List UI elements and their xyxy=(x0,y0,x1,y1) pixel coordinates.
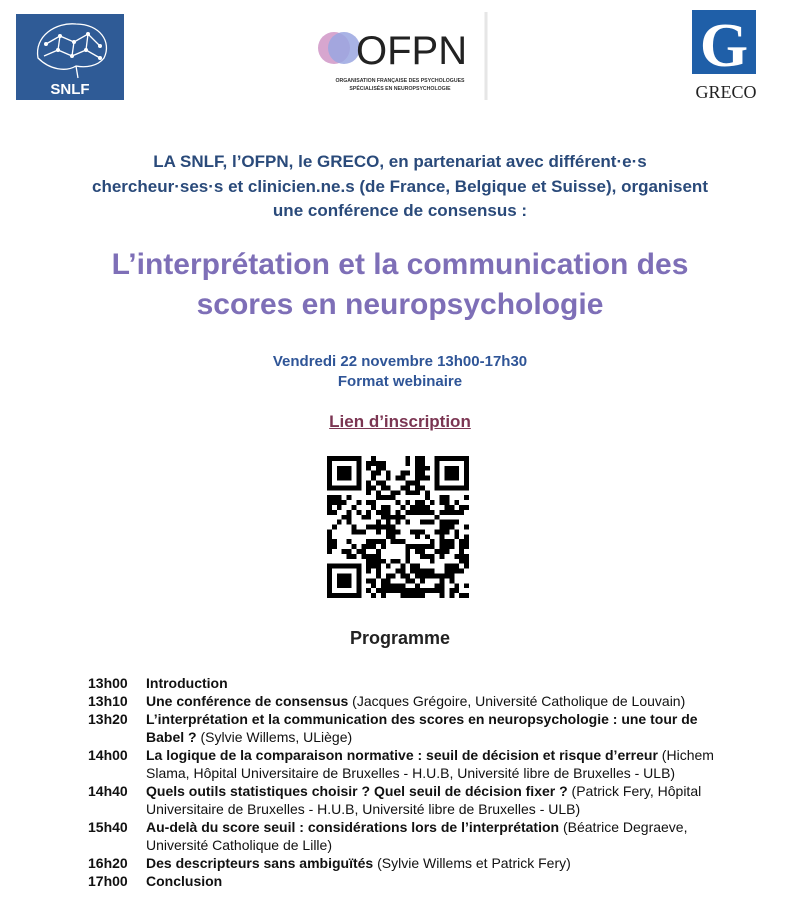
programme-item-title: Des descripteurs sans ambiguïtés xyxy=(146,855,374,871)
snlf-logo-text: SNLF xyxy=(50,81,90,98)
programme-item-title: L’interprétation et la communication des scores en neuropsychologie : une tour de Babel ? xyxy=(146,711,698,745)
programme-schedule xyxy=(88,674,728,890)
greco-logo-text: GRECO xyxy=(695,82,757,102)
programme-item xyxy=(88,854,728,872)
registration-link[interactable]: Lien d’inscription xyxy=(329,412,471,431)
programme-item-time: 17h00 xyxy=(88,873,128,889)
programme-item-description xyxy=(146,674,728,692)
greco-logo-letter: G xyxy=(699,12,749,80)
programme-item xyxy=(88,818,728,854)
programme-item-speaker: (Jacques Grégoire, Université Catholique de Louvain) xyxy=(348,693,686,709)
programme-item-description xyxy=(146,692,728,710)
conference-title xyxy=(40,245,760,325)
programme-item-title: Au-delà du score seuil : considérations lors de l’interprétation xyxy=(146,819,560,835)
programme-item-speaker: (Hichem Slama, Hôpital Universitaire de Bruxelles - H.U.B, Université libre de Bruxelles - ULB) xyxy=(146,747,714,781)
programme-item-speaker: (Sylvie Willems, ULiège) xyxy=(196,729,353,745)
programme-item-description xyxy=(146,782,728,818)
programme-item xyxy=(88,710,728,746)
programme-item-description xyxy=(146,710,728,746)
snlf-logo xyxy=(16,14,124,100)
title-line-2: scores en neuropsychologie xyxy=(196,288,604,321)
programme-item-time: 13h00 xyxy=(88,675,128,691)
programme-item-speaker: (Béatrice Degraeve, Université Catholique de Lille) xyxy=(146,819,688,853)
programme-item xyxy=(88,872,728,890)
ofpn-subtitle-2: SPÉCIALISÉS EN NEUROPSYCHOLOGIE xyxy=(349,86,451,92)
programme-item-title: Conclusion xyxy=(146,873,223,889)
intro-line-3: une conférence de consensus : xyxy=(272,201,528,220)
programme-item-time: 16h20 xyxy=(88,855,128,871)
programme-item-time: 15h40 xyxy=(88,819,128,835)
programme-item xyxy=(88,692,728,710)
programme-item xyxy=(88,674,728,692)
programme-item xyxy=(88,782,728,818)
programme-item-time: 14h40 xyxy=(88,783,128,799)
intro-line-2: chercheur·ses·s et clinicien.ne.s (de France, Belgique et Suisse), organisent xyxy=(92,176,708,196)
ofpn-subtitle-1: ORGANISATION FRANÇAISE DES PSYCHOLOGUES xyxy=(335,78,465,84)
programme-item-time: 14h00 xyxy=(88,747,128,763)
ofpn-logo xyxy=(310,12,490,100)
programme-item-description xyxy=(146,746,728,782)
title-line-1: L’interprétation et la communication des xyxy=(111,248,689,281)
registration-link-wrapper xyxy=(0,412,800,432)
programme-item-title: Quels outils statistiques choisir ? Quel seuil de décision fixer ? xyxy=(146,783,568,799)
programme-item-title: La logique de la comparaison normative : seuil de décision et risque d’erreur xyxy=(146,747,658,763)
programme-item-title: Introduction xyxy=(146,675,228,691)
registration-qr-code[interactable] xyxy=(327,456,469,598)
programme-item-description xyxy=(146,854,728,872)
event-format: Format webinaire xyxy=(337,373,463,390)
programme-item-description xyxy=(146,818,728,854)
programme-item-time: 13h10 xyxy=(88,693,128,709)
programme-item-speaker: (Patrick Fery, Hôpital Universitaire de Bruxelles - H.U.B, Université libre de Bruxelles - ULB) xyxy=(146,783,702,817)
ofpn-logo-text: OFPN xyxy=(356,29,468,73)
event-info xyxy=(0,352,800,392)
programme-item xyxy=(88,746,728,782)
programme-item-speaker: (Sylvie Willems et Patrick Fery) xyxy=(373,855,571,871)
programme-item-time: 13h20 xyxy=(88,711,128,727)
programme-item-title: Une conférence de consensus xyxy=(146,693,349,709)
programme-item-description xyxy=(146,872,728,890)
event-date: Vendredi 22 novembre 13h00-17h30 xyxy=(272,353,528,370)
intro-line-1: LA SNLF, l’OFPN, le GRECO, en partenariat avec différent·e·s xyxy=(153,152,647,171)
greco-logo xyxy=(688,10,766,102)
programme-heading: Programme xyxy=(349,628,451,648)
intro-text xyxy=(60,150,740,224)
